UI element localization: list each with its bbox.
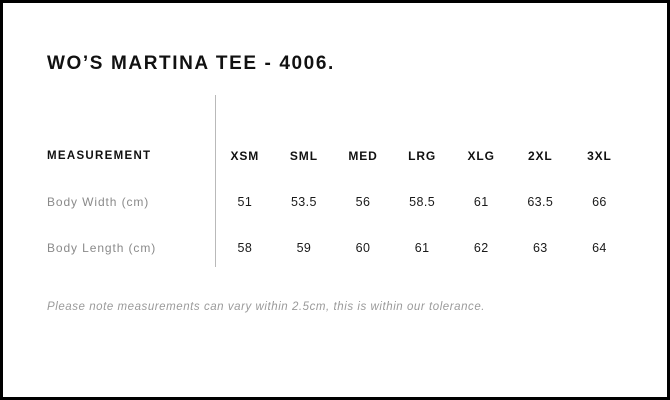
cell-body-length-sml: 59 bbox=[296, 241, 312, 255]
cell-body-width-xlg: 61 bbox=[473, 195, 489, 209]
cell-body-width-lrg: 58.5 bbox=[409, 195, 436, 209]
table-body bbox=[47, 179, 629, 271]
column-header-2xl: 2XL bbox=[527, 149, 553, 163]
column-header-xlg: XLG bbox=[467, 149, 495, 163]
table-row bbox=[47, 225, 629, 271]
size-chart-content bbox=[3, 3, 667, 397]
column-header-lrg: LRG bbox=[408, 149, 437, 163]
cell-body-length-med: 60 bbox=[355, 241, 371, 255]
cell-body-width-xsm: 51 bbox=[237, 195, 253, 209]
row-label-body-width: Body Width (cm) bbox=[47, 195, 150, 209]
column-header-measurement: MEASUREMENT bbox=[47, 150, 152, 162]
table-header-row bbox=[47, 133, 629, 179]
cell-body-length-3xl: 64 bbox=[592, 241, 607, 255]
size-table-container bbox=[47, 133, 623, 271]
column-header-med: MED bbox=[348, 149, 378, 163]
cell-body-length-xlg: 62 bbox=[473, 241, 489, 255]
cell-body-width-med: 56 bbox=[355, 195, 371, 209]
cell-body-width-3xl: 66 bbox=[592, 195, 607, 209]
vertical-divider bbox=[215, 95, 216, 267]
cell-body-length-xsm: 58 bbox=[237, 241, 253, 255]
column-header-xsm: XSM bbox=[230, 149, 260, 163]
table-header bbox=[47, 133, 629, 179]
column-header-sml: SML bbox=[289, 149, 318, 163]
page-title: WO’S MARTINA TEE - 4006. bbox=[47, 53, 335, 74]
row-label-body-length: Body Length (cm) bbox=[47, 241, 157, 255]
table-row bbox=[47, 179, 629, 225]
column-header-3xl: 3XL bbox=[587, 149, 612, 163]
tolerance-note: Please note measurements can vary within 2.5cm, this is within our tolerance. bbox=[47, 301, 486, 313]
size-table bbox=[47, 133, 629, 271]
cell-body-width-sml: 53.5 bbox=[290, 195, 317, 209]
cell-body-length-lrg: 61 bbox=[414, 241, 430, 255]
cell-body-width-2xl: 63.5 bbox=[527, 195, 554, 209]
cell-body-length-2xl: 63 bbox=[532, 241, 548, 255]
